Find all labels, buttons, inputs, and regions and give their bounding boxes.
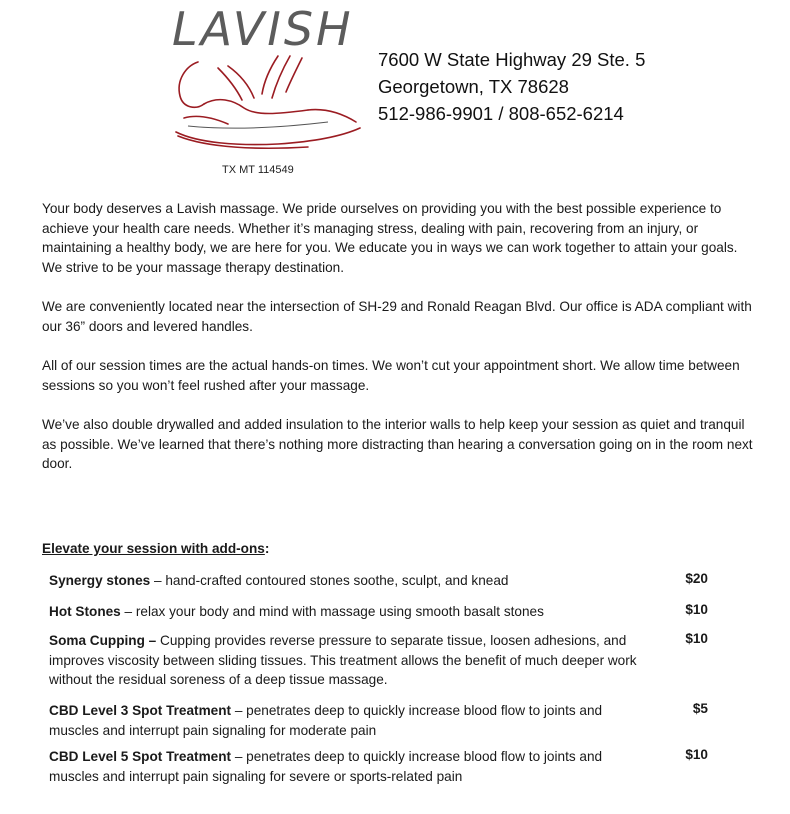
addon-item xyxy=(49,602,649,622)
massage-figure-icon xyxy=(158,48,368,153)
addon-name: CBD Level 3 Spot Treatment xyxy=(49,703,232,718)
addon-price: $10 xyxy=(685,631,708,646)
addons-heading-text: Elevate your session with add-ons xyxy=(42,541,265,556)
addon-description: – hand-crafted contoured stones soothe, sculpt, and knead xyxy=(150,573,509,588)
addon-item xyxy=(49,701,649,740)
addon-description: Cupping provides reverse pressure to separate tissue, loosen adhesions, and improves viscosity between sliding tissues. This treatment allows the benefit of much deeper work without the residual soreness of a deep tissue massage. xyxy=(49,633,637,687)
addon-description: – relax your body and mind with massage using smooth basalt stones xyxy=(120,604,544,619)
address-block xyxy=(378,46,645,127)
intro-paragraph: All of our session times are the actual hands-on times. We won’t cut your appointment short. We allow time between sessions so you won’t feel rushed after your massage. xyxy=(42,358,740,393)
intro-text xyxy=(42,199,757,494)
street-address: 7600 W State Highway 29 Ste. 5 xyxy=(378,49,646,70)
addon-name: CBD Level 5 Spot Treatment xyxy=(49,749,232,764)
intro-paragraph: Your body deserves a Lavish massage. We pride ourselves on providing you with the best possible experience to achieve your health care needs. Whether it’s managing stress, dealing with pain, recovering from an injury, or maintaining a healthy body, we are here for you. We educate you in ways we can work together to attain your goals. We strive to be your massage therapy destination. xyxy=(42,201,738,275)
addon-price: $20 xyxy=(685,571,708,586)
intro-paragraph: We’ve also double drywalled and added insulation to the interior walls to help keep your session as quiet and tranquil as possible. We’ve learned that there’s nothing more distracting than hearing a conversation going on in the room next door. xyxy=(42,417,753,471)
intro-paragraph: We are conveniently located near the intersection of SH-29 and Ronald Reagan Blvd. Our office is ADA compliant with our 36” doors and levered handles. xyxy=(42,299,752,334)
addon-item xyxy=(49,571,649,591)
license-number: TX MT 114549 xyxy=(222,164,294,176)
addon-name: Synergy stones xyxy=(49,573,151,588)
addon-item xyxy=(49,631,649,690)
city-state-zip: Georgetown, TX 78628 xyxy=(378,76,569,97)
addon-description: – penetrates deep to quickly increase blood flow to joints and muscles and interrupt pain signaling for severe or sports-related pain xyxy=(49,749,603,784)
phone-numbers: 512-986-9901 / 808-652-6214 xyxy=(378,103,624,124)
addons-heading-colon: : xyxy=(264,541,270,556)
addon-name: Hot Stones xyxy=(49,604,121,619)
addon-description: – penetrates deep to quickly increase blood flow to joints and muscles and interrupt pain signaling for moderate pain xyxy=(49,703,603,738)
lavish-logo xyxy=(158,0,368,160)
addon-name: Soma Cupping – xyxy=(49,633,157,648)
addon-price: $10 xyxy=(685,602,708,617)
logo-wordmark: LAVISH xyxy=(172,2,354,56)
addon-price: $5 xyxy=(692,701,708,716)
addon-item xyxy=(49,747,649,786)
addon-price: $10 xyxy=(685,747,708,762)
addons-heading xyxy=(42,541,269,556)
